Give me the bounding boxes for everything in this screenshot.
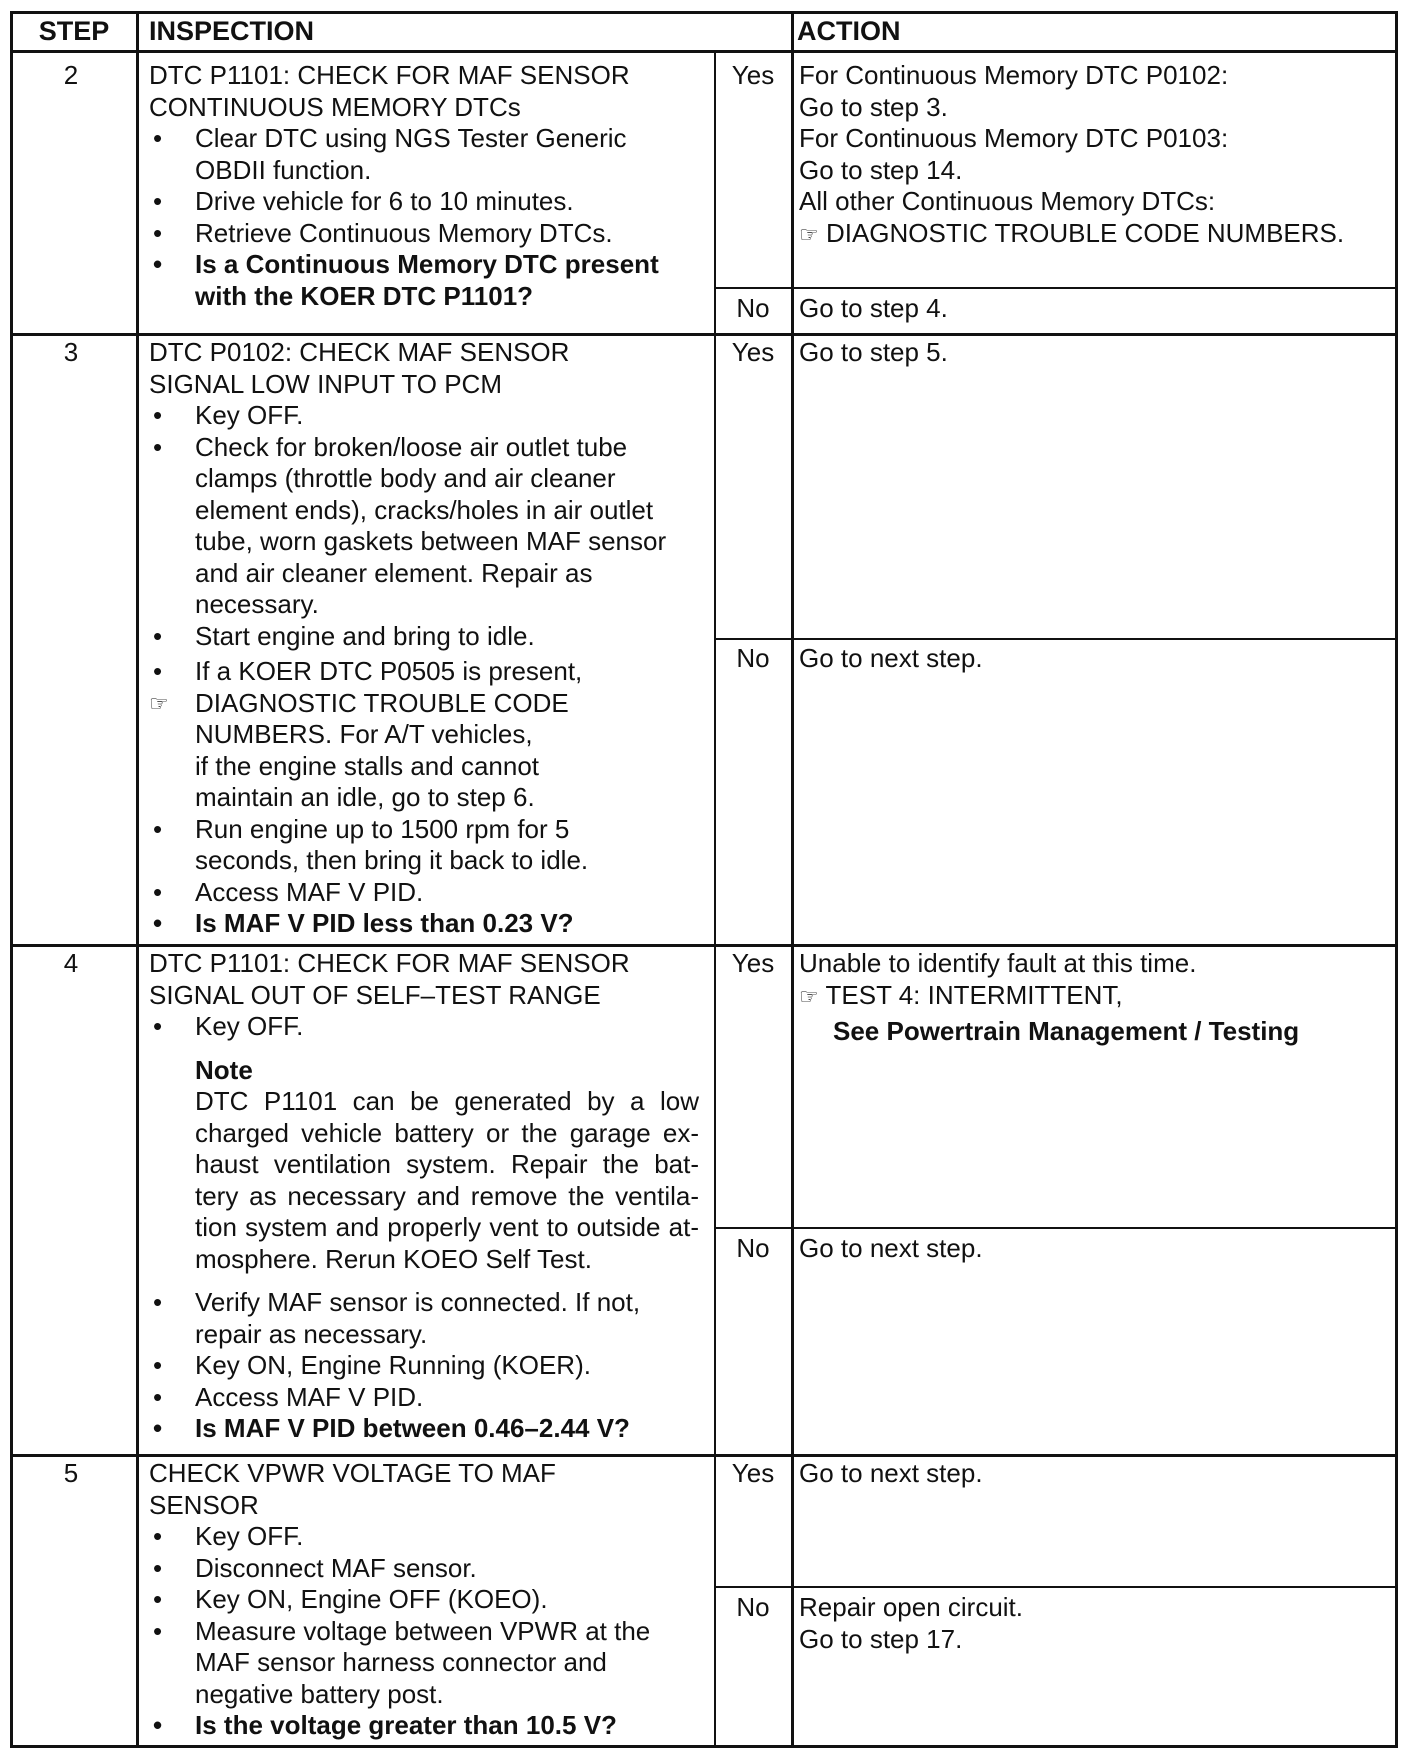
step-5-yes-action: Go to next step. (799, 1458, 983, 1488)
step-5-no-action: Repair open circuit. Go to step 17. (799, 1592, 1023, 1654)
no-label: No (736, 643, 770, 673)
bullet-mark: • (153, 1584, 163, 1614)
note-block: Note DTC P1101 can be generated by a low charged vehicle battery or the garage ex- haust ventilation system. Repair the bat- tery as necessary and remove the ventila- tion system and properly vent to outside at- mosphere. Rerun KOEO Self Test. (195, 1054, 699, 1274)
bullet-item: • Run engine up to 1500 rpm for 5 seconds, then bring it back to idle. (149, 814, 709, 877)
bullet-mark: • (153, 186, 163, 216)
bullet-item: • Key OFF. (149, 1011, 709, 1043)
pointing-hand-icon: ☞ (799, 983, 819, 1009)
step-title-line: DTC P0102: CHECK MAF SENSOR (149, 337, 570, 367)
no-label: No (736, 1233, 770, 1263)
bullet-mark: • (153, 400, 163, 430)
bullet-item: • Clear DTC using NGS Tester Generic OBDII function. (149, 123, 709, 186)
step-title-line: SENSOR (149, 1489, 259, 1520)
step-number: 3 (63, 337, 79, 367)
table-border-top (10, 11, 1398, 14)
row-divider-2-3 (10, 333, 1398, 336)
bullet-mark: • (153, 249, 163, 279)
table-border-bottom (10, 1745, 1398, 1748)
step-4-no-action: Go to next step. (799, 1233, 983, 1263)
bullet-item: • Access MAF V PID. (149, 1382, 709, 1414)
yes-label: Yes (731, 1458, 775, 1488)
bullet-mark: • (153, 431, 163, 462)
header-inspection: INSPECTION (149, 16, 315, 46)
header-divider (10, 50, 1398, 53)
bullet-mark: • (153, 217, 163, 248)
reference-link[interactable]: ☞ DIAGNOSTIC TROUBLE CODE NUMBERS. For A/T vehicles, if the engine stalls and cannot maintain an idle, go to step 6. (149, 687, 569, 812)
step-2-inspection (149, 60, 709, 312)
question-item: • Is a Continuous Memory DTC present with the KOER DTC P1101? (149, 249, 709, 312)
no-label: No (736, 293, 770, 323)
yes-no-divider-step-4 (714, 1227, 1398, 1229)
bullet-mark: • (153, 123, 163, 153)
yes-no-divider-step-2 (714, 287, 1398, 289)
bullet-item: • Check for broken/loose air outlet tube clamps (throttle body and air cleaner element ends), cracks/holes in air outlet tube, worn gaskets between MAF sensor and air cleaner element. Repair as necessary. (149, 432, 709, 621)
bullet-mark: • (153, 1615, 163, 1646)
bullet-item: • Key OFF. (149, 1521, 709, 1553)
table-border-right (1395, 11, 1398, 1748)
step-title-line: SIGNAL OUT OF SELF–TEST RANGE (149, 979, 601, 1010)
question-item: • Is the voltage greater than 10.5 V? (149, 1710, 709, 1742)
note-title: Note (195, 1054, 253, 1085)
pointing-hand-icon: ☞ (149, 690, 169, 716)
bullet-item: • Verify MAF sensor is connected. If not, repair as necessary. (149, 1287, 709, 1350)
step-2-no-action: Go to step 4. (799, 293, 948, 323)
bullet-item: • If a KOER DTC P0505 is present, (149, 656, 709, 688)
step-number: 4 (63, 948, 79, 978)
step-number: 2 (63, 60, 79, 90)
bullet-mark: • (153, 1350, 163, 1380)
bullet-item: • Drive vehicle for 6 to 10 minutes. (149, 186, 709, 218)
question-item: • Is MAF V PID less than 0.23 V? (149, 908, 709, 940)
bullet-item: • Retrieve Continuous Memory DTCs. (149, 218, 709, 250)
step-3-no-action: Go to next step. (799, 643, 983, 673)
yes-label: Yes (731, 337, 775, 367)
reference-link[interactable]: ☞ DIAGNOSTIC TROUBLE CODE NUMBERS. (799, 217, 1345, 248)
bullet-item: • Key ON, Engine Running (KOER). (149, 1350, 709, 1382)
step-4-yes-action: Unable to identify fault at this time. ☞ TEST 4: INTERMITTENT, See Powertrain Management / Testing (799, 948, 1300, 1046)
bullet-item: • Disconnect MAF sensor. (149, 1553, 709, 1585)
bullet-item: • Start engine and bring to idle. (149, 621, 709, 653)
bullet-item: • Measure voltage between VPWR at the MAF sensor harness connector and negative battery post. (149, 1616, 709, 1711)
header-step: STEP (38, 16, 110, 46)
yes-label: Yes (731, 948, 775, 978)
bullet-mark: • (153, 656, 163, 686)
step-5-inspection (149, 1458, 709, 1742)
question-item: • Is MAF V PID between 0.46–2.44 V? (149, 1413, 709, 1445)
bullet-mark: • (153, 1552, 163, 1583)
bullet-mark: • (153, 813, 163, 844)
bullet-mark: • (153, 908, 163, 938)
bullet-mark: • (153, 1011, 163, 1041)
step-4-inspection (149, 948, 709, 1445)
bullet-mark: • (153, 1413, 163, 1443)
yes-no-divider-step-3 (714, 638, 1398, 640)
yes-no-divider-step-5 (714, 1586, 1398, 1588)
bullet-mark: • (153, 876, 163, 907)
step-3-inspection (149, 337, 709, 940)
yes-label: Yes (731, 60, 775, 90)
row-divider-4-5 (10, 1454, 1398, 1457)
bullet-mark: • (153, 1710, 163, 1740)
reference-subtitle: See Powertrain Management / Testing (833, 1016, 1300, 1046)
no-label: No (736, 1592, 770, 1622)
step-title-line: DTC P1101: CHECK FOR MAF SENSOR (149, 60, 630, 90)
bullet-mark: • (153, 1287, 163, 1317)
step-3-yes-action: Go to step 5. (799, 337, 948, 367)
step-title-line: DTC P1101: CHECK FOR MAF SENSOR (149, 948, 630, 978)
bullet-mark: • (153, 1381, 163, 1412)
reference-link[interactable]: ☞ TEST 4: INTERMITTENT, (799, 979, 1123, 1010)
bullet-mark: • (153, 1521, 163, 1551)
step-title-line: CHECK VPWR VOLTAGE TO MAF (149, 1458, 556, 1488)
step-number: 5 (63, 1458, 79, 1488)
bullet-item: • Key ON, Engine OFF (KOEO). (149, 1584, 709, 1616)
row-divider-3-4 (10, 944, 1398, 947)
step-2-yes-action: For Continuous Memory DTC P0102: Go to step 3. For Continuous Memory DTC P0103: Go to step 14. All other Continuous Memory DTCs: ☞ DIAGNOSTIC TROUBLE CODE NUMBERS. (799, 60, 1394, 250)
step-title-line: CONTINUOUS MEMORY DTCs (149, 91, 521, 122)
bullet-item: • Key OFF. (149, 400, 709, 432)
pointing-hand-icon: ☞ (799, 221, 819, 247)
header-action: ACTION (797, 16, 901, 46)
bullet-item: • Access MAF V PID. (149, 877, 709, 909)
bullet-mark: • (153, 620, 163, 651)
step-title-line: SIGNAL LOW INPUT TO PCM (149, 368, 502, 399)
